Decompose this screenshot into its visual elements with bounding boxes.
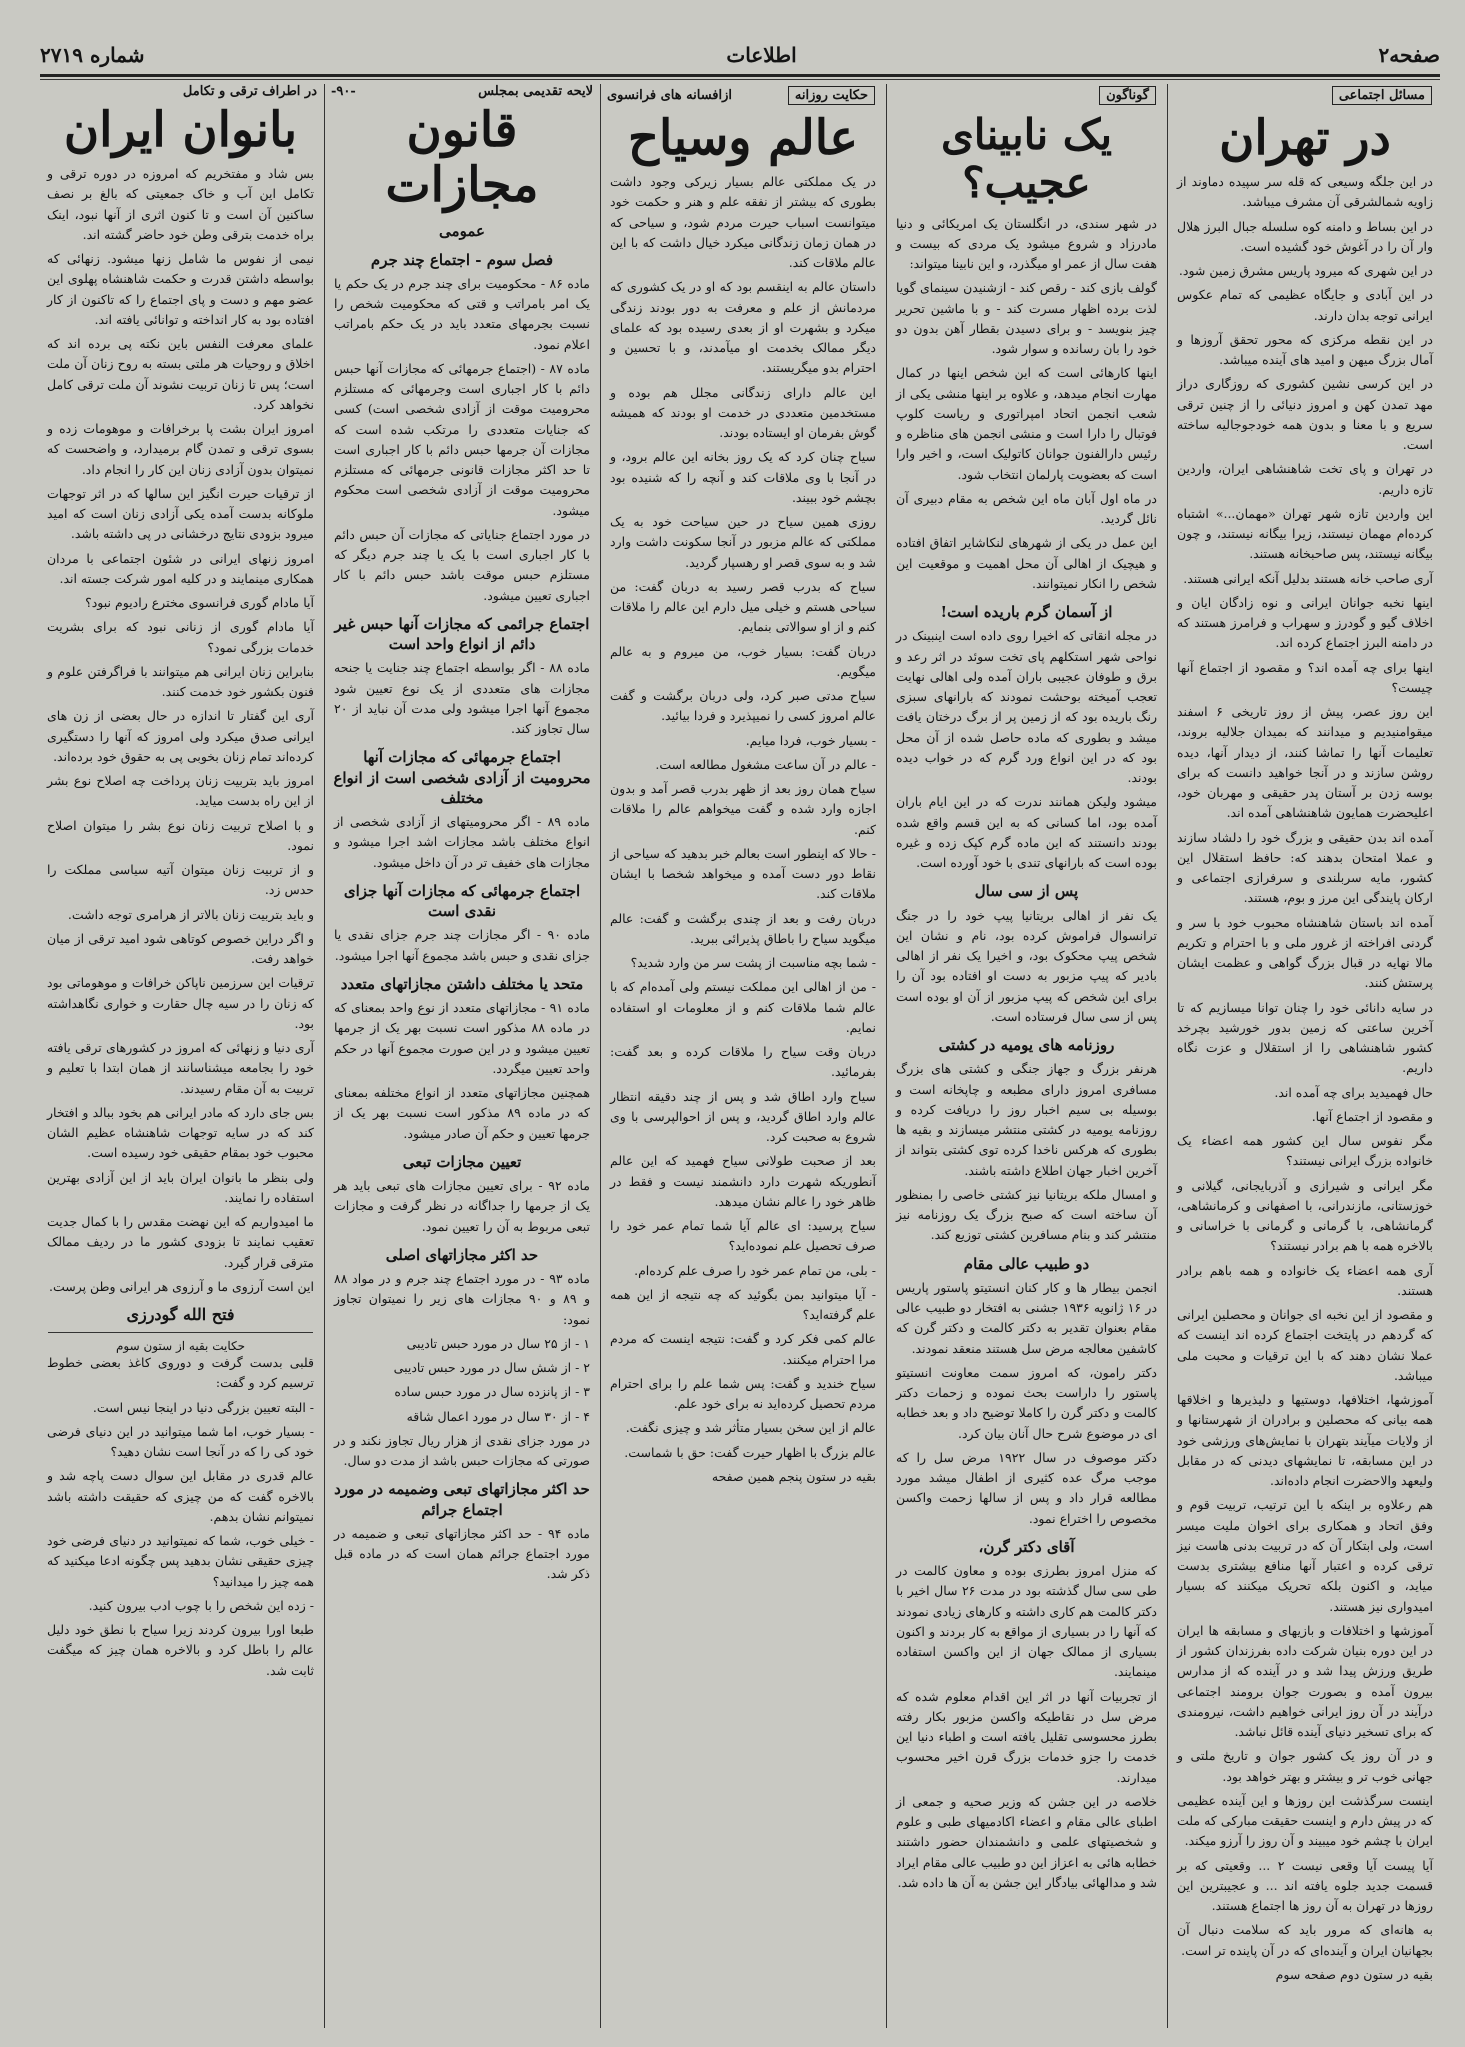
paragraph: دکتر رامون، که امروز سمت معاونت انستیتو پاستور را داراست بحث نموده و زحمات دکتر کالمت و دکتر گرن را کاملا توضیح داد و بعد خطابه ای در موضوع شرح حال آنان بیان کرد. [896,1364,1157,1441]
article-series-number: -۹۰- [331,84,356,99]
paragraph: در این نقطه مرکزی که محور تحقق آروزها و آمال بزرگ میهن و امید های آینده میباشد. [1177,331,1433,368]
section-heading: حد اکثر مجازاتهای تبعی وضمیمه در مورد اجتماع جرائم [334,1480,590,1519]
section-heading: آقای دکتر گرن، [978,1537,1075,1556]
paragraph: ماده ۸۸ - اگر بواسطه اجتماع چند جنایت یا جنحه مجازات های متعددی از یک نوع تعیین شود مجموع آنها اجرا میشود ولی مدت آن نباید از ۲۰ سال تجاوز کند. [334,660,590,737]
paragraph: آمده اند بدن حقیقی و بزرگ خود را دلشاد سازند و عملا امتحان بدهند که: حافظ استقلال این کشور، مایه سربلندی و سرفرازی اجتماعی و ارکان پایندگی این مرز و بوم، هستند. [1177,829,1433,906]
paragraph: اینست سرگذشت این روزها و این آینده عظیمی که در پیش دارم و اینست حقیقت مبارکی که ملت ایران با چشم خود میبیند و آن روز را آرزو میکند. [1177,1792,1433,1849]
paragraph: خلاصه در این جشن که وزیر صحیه و جمعی از اطبای عالی مقام و اعضاء اکادمیهای طبی و علوم و شخصیتهای علمی و دانشمندان حضور داشتند خطابه هائی به اعزاز این دو طبیب عالی مقام ایراد شد و مدالهائی بیادگار این جشن به آن ها داده شد. [896,1793,1157,1890]
article-kicker: گوناگون [1099,86,1156,105]
paragraph: ۳ - از پانزده سال در مورد حبس ساده [394,1384,590,1400]
paragraph: و مقصود از اجتماع آنها. [1311,1108,1433,1124]
paragraph: سیاح وارد اطاق شد و پس از چند دقیقه انتظار عالم وارد اطاق گردید، و پس از احوالپرسی با وی شروع به صحبت کرد. [610,1088,876,1145]
paragraph: آری همه اعضاء یک خانواده و همه باهم برادر هستند. [1177,1262,1433,1298]
paragraph: همچنین مجازاتهای متعدد از انواع مختلفه بمعنای که در ماده ۸۹ مذکور است نسبت بهر یک از جرمها تعیین و حکم آن صادر میشود. [334,1085,590,1141]
paragraph: آیا پیست آیا وقعی نیست ۲ ... وقعیتی که بر قسمت جدید جلوه یافته اند ... و عجیبترین این روزها در تهران به آن روز ها اجتماع هستند. [1177,1857,1433,1914]
paragraph: در ماه اول آبان ماه این شخص به مقام دبیری آن نائل گردید. [896,490,1157,527]
paragraph: - زده این شخص را با چوب ادب بیرون کنید. [88,1597,314,1613]
paragraph: آیا مادام گوری از زنانی نبود که برای بشریت خدمات بزرگی نمود؟ [47,619,314,655]
paragraph: این واردین تازه شهر تهران «مهمان...» اشتباه کرده‌ام مهمان نیستند، زیرا بیگانه نیستند، و چون بیگانه نیستند، پس صاحبخانه هستند. [1177,505,1433,562]
paragraph: آری دنیا و زنهائی که امروز در کشورهای ترقی یافته خود را بجامعه میشناسانند از همان ابتدا با تعلیم و تربیت به آن مقام رسیدند. [47,1040,314,1096]
article-iranian-women [40,84,321,2028]
paragraph: آموزشها و اختلافات و بازیهای و مسابقه ها ایران در این دوره بنیان شرکت داده بفرزندان کشور از طریق ورزش پیدا شد و در آینده که از مدارس بیرون آمده و بصورت جوان برومند اجتماعی درآیند در آن روز ایرانی خواهیم داشت، نیرومندی که برای تسخیر دنیای آینده قائل نباشد. [1177,1622,1433,1740]
article-headline: قانون مجازات [385,102,539,214]
paragraph: و در آن روز یک کشور جوان و تاریخ ملتی و جهانی خوب تر و بیشتر و بهتر خواهد بود. [1177,1748,1433,1784]
paragraph: در شهر سندی، در انگلستان یک امریکائی و دنیا مادرزاد و شروع میشود یک مردی که بیست و هفت سال از عمر او میگذرد، و این نابینا میتواند: [896,215,1157,272]
paragraph: مگر نفوس سال این کشور همه اعضاء یک خانواده بزرگ ایرانی نیستند؟ [1177,1133,1433,1169]
column-rule [886,84,887,2028]
paragraph: روزی همین سیاح در حین سیاحت خود به یک مملکتی که عالم مزبور در آنجا سکونت داشت وارد شد و به سوی قصر او رهسپار گردید. [610,514,876,570]
section-heading: روزنامه های یومیه در کشتی [938,1036,1115,1055]
paragraph: دربان گفت: بسیار خوب، من میروم و به عالم میگویم. [610,643,876,679]
paragraph: از ترقیات حیرت انگیز این سالها که در اثر توجهات ملوکانه بدست آمده یکی آزادی زنان است که امید میرود بزودی نتایج درخشانی در پی داشته باشد. [47,485,314,542]
paragraph: ۴ - از ۳۰ سال در مورد اعمال شاقه [406,1408,590,1424]
paragraph: امروز زنهای ایرانی در شئون اجتماعی با مردان همکاری مینمایند و در کلیه امور شرکت جسته اند. [47,550,314,586]
article-headline: بانوان ایران [63,102,298,158]
section-heading: عمومی [439,222,485,241]
article-kicker: لایحه تقدیمی بمجلس [478,84,593,99]
continuation-label: حکایت بقیه از ستون سوم [115,1339,246,1354]
column-rule [1167,84,1168,2028]
paragraph: در مجله انقاتی که اخیرا روی داده است اینبینک در نواحی شهر استکلهم پای تخت سوئد در اثر رعد و برق و طوفان عجیبی باران آمده ولی اهالی نهایت تعجب آمیخته بوحشت نمودند که بارانهای سبزی رنگ باریده بود که از زمین پر از برگ درختان یافت میشد و بطوری که ماده حاصل شده از آن محل بود که در این انواع ورد گرم که در خواب دیده بودند. [896,628,1157,786]
paragraph: در مورد اجتماع جنایاتی که مجازات آن حبس دائم با کار اجباری است با یک یا چند جرم دیگر که مستلزم حبس موقت باشد حبس دائم با کار اجباری تعیین میشود. [334,526,590,603]
paragraph: حال فهمیدید برای چه آمده اند. [1274,1084,1433,1100]
paragraph: این عالم دارای زندگانی مجلل هم بوده و مستخدمین متعددی در خدمت او بودند که همیشه گوش بفرمان او ایستاده بودند. [610,384,876,441]
paragraph: بنابراین زنان ایرانی هم میتوانند با فراگرفتن علوم و فنون بکشور خود خدمت کنند. [47,663,314,700]
paragraph: دربان وقت سیاح را ملاقات کرده و بعد گفت: بفرمائید. [610,1044,876,1080]
paragraph: بقیه در ستون پنجم همین صفحه [711,1468,876,1484]
article-headline: یک نابینای عجیب؟ [940,110,1113,208]
paragraph: - بسیار خوب، فردا میایم. [745,732,876,748]
paragraph: و مقصود از این نخبه ای جوانان و محصلین ایرانی که گردهم در پایتخت اجتماع کرده اند اینست که عملا نشان دهند که با این ترقیات و محبت ملی میباشد. [1177,1307,1433,1383]
paragraph: هرنفر بزرگ و جهاز جنگی و کشتی های بزرگ مسافری امروز دارای مطبعه و چاپخانه است و بوسیله بی سیم اخبار روز را دریافت کرده و روزنامه یومیه در کشتی منتشر میسازند و بقیه ها بطوری که هرکس ناخدا کرده توی کشتی بتواند از آخرین اخبار جهان اطلاع داشته باشند. [896,1061,1157,1178]
paragraph: بقیه در ستون دوم صفحه سوم [1275,1966,1433,1982]
paragraph: بس جای دارد که مادر ایرانی هم بخود ببالد و افتخار کند که در سایه توجهات شاهنشاه عظیم الشان محبوب خود بمقام حقیقی خود رسیده است. [47,1104,314,1161]
paragraph: که منزل امروز بطرزی بوده و معاون کالمت در طی سی سال گذشته بود در مدت ۲۶ سال اخیر با دکتر کالمت هم کاری داشته و کارهای زیادی نمودند که آنها را در بسیاری از مواقع به کار بردند و اکنون بسیاری از ممالک جهان از این واکسن استفاده مینمایند. [896,1563,1157,1680]
paragraph: و باید بتربیت زنان بالاتر از هرامری توجه داشت. [67,906,314,922]
paragraph: - حالا که اینطور است بعالم خبر بدهید که سیاحی از نقاط دور دست آمده و میخواهد شخصا با ایشان ملاقات کند. [610,845,876,902]
paragraph: ترقیات این سرزمین ناپاکن خرافات و موهوماتی بود که زنان را در سیه چال حقارت و خواری نگاهداشته بود. [47,975,314,1031]
paragraph: اینها برای چه آمده اند؟ و مقصود از اجتماع آنها چیست؟ [1177,659,1433,695]
paragraph: آموزشها، اختلافها، دوستیها و دلیذیرها و اخلاقها همه بیانی که محصلین و برادران از شهرستانها و از ولایات میآیند بتهران با نمایش‌های ورزشی خود در این مسابقه، تا نمایشهای دیدنی که در مقابل ولیعهد والاحضرت انجام داده‌اند. [1177,1392,1433,1489]
paragraph: داستان عالم به اینقسم بود که او در یک کشوری که مردمانش از علم و معرفت به دور بودند زندگی میکرد و بشهرت او از بعدی رسیده بود که علمای دیگر ممالک بخدمت او میآمدند، و با تحسین و احترام بدو میگریستند. [610,279,876,376]
paragraph: سیاح که بدرب قصر رسید به دربان گفت: من سیاحی هستم و خیلی میل دارم این عالم را ملاقات کنم و از او سوالاتی بنمایم. [610,578,876,635]
paragraph: و امسال ملکه بریتانیا نیز کشتی خاصی را بمنظور آن ساخته است که صبح بزرگ یک روزنامه نیز منتشر کند و بنام مسافرین کشتی توزیع کند. [896,1186,1157,1243]
newspaper-page [40,38,1440,2028]
section-heading: پس از سی سال [974,882,1079,901]
column-rule [324,84,325,2028]
paragraph: علمای معرفت النفس باین نکته پی برده اند که اخلاق و روحیات هر ملتی بسته به روح زنان آن ملت است؛ پس تا زنان تربیت نشوند آن ملت ترقی کامل نخواهد کرد. [47,336,314,412]
paragraph: این عمل در یکی از شهرهای لنکاشایر اتفاق افتاده و هیچیک از اهالی آن محل اهمیت و موقعیت این شخص را انکار نمیتوانند. [896,535,1157,591]
paragraph: بس شاد و مفتخریم که امروزه در دوره ترقی و تکامل این آب و خاک جمعیتی که بالغ بر نصف ساکنین آن است و تا کنون اثری از آنها نبود، اینک براه خدمت بترقی وطن خود حاضر گشته اند. [47,166,314,242]
paragraph: بعد از صحبت طولانی سیاح فهمید که این عالم آنطوریکه شهرت دارد دانشمند نیست و فقط در ظاهر خود را عالم نشان میدهد. [610,1153,876,1209]
paragraph: - شما بچه مناسبت از پشت سر من وارد شدید؟ [630,955,876,971]
paragraph: در این شهری که میرود پاریس مشرق زمین شود. [1178,263,1433,279]
page-number: صفحه۲ [1378,43,1440,67]
paragraph: - خیلی خوب، شما که نمیتوانید در دنیای فرضی خود چیزی حقیقی نشان بدهید پس چگونه ادعا میکنید که همه چیز را میدانید؟ [47,1533,314,1589]
masthead [40,38,1440,72]
article-headline: عالم وسیاح [627,110,859,166]
paragraph: طبعا اورا بیرون کردند زیرا سیاح با نطق خود دلیل عالم را باطل کرد و بالاخره همان چیز که میگفت ثابت شد. [47,1622,314,1678]
paragraph: ماده ۹۰ - اگر مجازات چند جرم جزای نقدی یا جزای نقدی و حبس باشد مجموع آنها اجرا میشود. [334,927,591,963]
section-heading: اجتماع جرائمی که مجازات آنها حبس غیر دائم از انواع واحد است [334,614,590,654]
paragraph: هم رعلاوه بر اینکه با این ترتیب، تربیت قوم و وفق اتحاد و همکاری برای اخوان ملیت میسر است، ولی ابتکار آن که در تربیت بدنی هاست نیز ترقی کرده و اعتبار آنها منافع بیشتری بدست میاید، و اکنون بلکه تحریک میکنند که بسیار امیدواری نیز هستند. [1177,1497,1433,1614]
paragraph: و اگر دراین خصوص کوتاهی شود امید ترقی از میان خواهد رفت. [47,930,314,967]
section-heading: اجتماع جرمهائی که مجازات آنها جزای نقدی است [343,881,581,921]
paragraph: ماده ۸۹ - اگر محرومیتهای از آزادی شخصی از انواع مختلف باشد مجازات اشد اجرا میشود و مجازات های خفیف تر در آن داخل میشود. [334,814,591,870]
paragraph: در سایه دانائی خود را چنان توانا میسازیم که تا آخرین ساعتی که زمین بدور خورشید بچرخد کشور شاهنشاهی را از استقلال و عزت نگاه داریم. [1177,999,1433,1076]
article-body [40,164,321,1681]
paragraph: سیاح مدتی صبر کرد، ولی دربان برگشت و گفت عالم امروز کسی را نمیپذیرد و فردا بیائید. [610,688,876,724]
article-kicker: در اطراف ترقی و تکامل [182,84,317,99]
paragraph: از تجربیات آنها در اثر این اقدام معلوم شده که مرض سل در نقاطیکه واکسن مزبور بکار رفته بطرز محسوسی تقلیل یافته است و اطباء دنیا این خدمت را جزو خدمات بزرگ قرن اخیر محسوب میدارند. [896,1688,1157,1785]
paper-name: اطلاعات [726,43,797,67]
paragraph: آری صاحب خانه هستند بدلیل آنکه ایرانی هستند. [1183,570,1433,586]
section-heading: از آسمان گرم باریده است! [940,603,1113,622]
paragraph: ولی بنظر ما بانوان ایران باید از این آزادی بهترین استفاده را نمایند. [47,1169,314,1205]
paragraph: ۲ - از شش سال در مورد حبس تادیبی [393,1360,590,1376]
author-byline: فتح الله گودرزی [126,1305,235,1325]
paragraph: در یک مملکتی عالم بسیار زیرکی وجود داشت بطوری که بیشتر از نفقه علم و هنر و حکمت خود میتوانست اسباب حیرت مردم شود، و سیاحی که در همان زمان زندگانی میکرد خیال داشت که با این عالم ملاقات کند. [610,174,876,271]
paragraph: و از تربیت زنان میتوان آتیه سیاسی مملکت را حدس زد. [47,862,314,898]
paragraph: - عالم در آن ساعت مشغول مطالعه است. [655,756,876,772]
paragraph: در مورد جزای نقدی از هزار ریال تجاوز نکند و در صورتی که مجازات حبس باشد از مدت دو سال. [334,1432,590,1469]
paragraph: دکتر موصوف در سال ۱۹۲۲ مرض سل را که موجب مرگ عده کثیری از اطفال میشد مورد مطالعه قرار داد و پس از سالها زحمت واکسن مخصوص را اختراع نمود. [896,1449,1158,1526]
columns [40,84,1440,2028]
article-series: ازافسانه های فرانسوی [607,88,733,103]
paragraph: در تهران و پای تخت شاهنشاهی ایران، واردین تازه داریم. [1177,461,1433,497]
paragraph: در این جلگه وسیعی که قله سر سپیده دماوند از زاویه شمالشرقی آن مشرف میباشد. [1177,174,1433,210]
paragraph: نیمی از نفوس ما شامل زنها میشود. زنهائی که بواسطه داشتن قدرت و حکمت شاهنشاه پهلوی این عضو مهم و دست و پای اجتماع را که تاکنون از کار افتاده بود به کار انداخته و توانائی یافته اند. [47,251,314,327]
article-scholar-traveler [603,84,883,2028]
article-penal-code [327,84,597,2028]
paragraph: به هانه‌ای که مرور باید که سلامت دنبال آن بجهانیان ایران و آینده‌ای که در آن پاینده تر است. [1177,1922,1433,1958]
paragraph: ماده ۸۷ - (اجتماع جرمهائی که مجازات آنها حبس دائم با کار اجباری است وجرمهائی که مستلزم محرومیت موقت از آزادی شخصی است) کسی که جنایات متعددی را مرتکب شده است که مجازات آن جرمها حبس دائم با کار اجباری است تا حد اکثر مجازات قانونی جرمهائی که مستلزم محرومیت موقت از آزادی شخصی است محکوم میشود. [334,360,590,518]
paragraph: مگر ایرانی و شیرازی و آذربایجانی، گیلانی و خوزستانی، مازندرانی، با اصفهانی و کرمانشاهی، گرمانشاهی، با گرمانی و گرمانی با خراسانی و بالاخره همه با هم برادر نیستند؟ [1177,1177,1433,1254]
article-body [603,172,883,1487]
paragraph: - بسیار خوب، اما شما میتوانید در این دنیای فرضی خود کی را که در آنجا است نشان دهید؟ [47,1423,314,1460]
article-kicker: حکایت روزانه [788,86,875,105]
paragraph: این روز عصر، پیش از روز تاریخی ۶ اسفند میقوامنیدیم و میدانند که بمیدان جلالیه بروند، تعلیمات آنها را تماشا کنند، از دیدار آنها، دیده روشن سازند و در آنجا خواهید دانست که برای بوسه زدن بر آستان پدر حقیقی و مهربان خود، اعلیحضرت همایون شاهنشاهی آمده اند. [1177,704,1433,821]
paragraph: عالم بزرگ با اظهار حیرت گفت: حق با شماست. [624,1444,876,1460]
paragraph: دربان رفت و بعد از چندی برگشت و گفت: عالم میگوید سیاح را باطاق پذیرائی ببرید. [610,910,876,946]
paragraph: ماده ۹۳ - در مورد اجتماع چند جرم و در مواد ۸۸ و ۸۹ و ۹۰ مجازات های زیر را نمیتوان تجاوز نمود: [334,1271,591,1327]
section-heading: متحد یا مختلف داشتن مجازاتهای متعدد [340,974,584,993]
paragraph: اینها نخبه جوانان ایرانی و نوه زادگان ایان و اخلاف گیو و گودرز و سهراب و فرامرز هستند که در دامنه البرز اجتماع کرده اند. [1177,594,1433,651]
paragraph: - آیا میتوانید بمن بگوئید که چه نتیجه از این همه علم گرفته‌اید؟ [610,1286,876,1323]
paragraph: - البته تعیین بزرگی دنیا در اینجا نیس است. [92,1399,314,1415]
paragraph: در این کرسی نشین کشوری که روزگاری دراز مهد تمدن کهن و امروز دنیائی را از چنین ترقی سریع و با معنا و بدون همه خودجوجالیه ساخته است. [1177,376,1433,453]
section-heading: حد اکثر مجازاتهای اصلی [385,1245,539,1264]
paragraph: عالم قدری در مقابل این سوال دست پاچه شد و بالاخره گفت که من چیزی که حقیقت داشته باشد نمیتوانم نشان بدهم. [47,1468,314,1524]
issue-number: شماره ۲۷۱۹ [40,43,145,67]
paragraph: سیاح چنان کرد که یک روز بخانه این عالم برود، و در آنجا با وی ملاقات کند و آنچه را که شنیده بود بچشم خود ببیند. [610,449,876,505]
paragraph: این است آرزوی ما و آرزوی هر ایرانی وطن پرست. [48,1278,314,1294]
paragraph: آیا مادام گوری فرانسوی مخترع رادیوم نبود؟ [85,595,314,611]
section-heading: تعیین مجازات تبعی [402,1152,522,1171]
paragraph: ماده ۹۴ - حد اکثر مجازاتهای تبعی و ضمیمه در مورد اجتماع جرائم همان است که در ماده قبل ذکر شد. [334,1525,591,1582]
paragraph: ماده ۹۱ - مجازاتهای متعدد از نوع واحد بمعنای که در ماده ۸۸ مذکور است نسبت بهر یک از جرمها تعیین میشود و در این صورت مجموع آنها در حکم واحد تعیین میگردد. [334,1000,590,1076]
paragraph: امروز ایران بشت پا برخرافات و موهومات زده و بسوی ترقی و تمدن گام برمیدارد، و واضحست که نمیتوان بدون آزادی زنان این کار را انجام داد. [47,421,314,477]
paragraph: - بلی، من تمام عمر خود را صرف علم کرده‌ام. [634,1262,876,1278]
section-divider [48,1332,313,1333]
paragraph: در این بساط و دامنه کوه سلسله جبال البرز هلال وار آن را در آغوش خود گشیده است. [1177,218,1433,254]
article-in-tehran [1170,84,1440,2028]
section-heading: اجتماع جرمهائی که مجازات آنها محرومیت از آزادی شخصی است از انواع مختلف [333,748,591,807]
paragraph: در این آبادی و جایگاه عظیمی که تمام عکوس ایرانی توجه بدان دارند. [1177,287,1433,323]
article-body [889,214,1164,1894]
paragraph: ما امیدواریم که این نهضت مقدس را با کمال جدیت تعقیب نمایند تا بزودی کشور ما در ردیف ممالک مترقی قرار گیرد. [47,1214,314,1270]
paragraph: ماده ۹۲ - برای تعیین مجازات های تبعی باید هر یک از جرمها را جداگانه در نظر گرفت و مجازات تبعی مربوط به آن را تعیین نمود. [334,1178,591,1234]
article-kicker: مسائل اجتماعی [1332,86,1432,105]
article-blind-man [889,84,1164,2028]
paragraph: ۱ - از ۲۵ سال در مورد حبس تادیبی [406,1335,590,1351]
article-headline: در تهران [1219,110,1391,166]
paragraph: میشود ولیکن همانند ندرت که در این ایام باران آمده بود، اما کسانی که به این قسم واقع شده بودند دانستند که این ماده گرم کپک زده و غیره بوده است که بارانهای تندی با خود آورده است. [896,794,1157,871]
paragraph: - من از اهالی این مملکت نیستم ولی آمده‌ام که با عالم شما ملاقات کنم و از معلومات او استفاده نمایم. [610,979,876,1035]
masthead-rule-thin [40,79,1440,80]
paragraph: سیاح پرسید: ای عالم آیا شما تمام عمر خود را صرف تحصیل علم نموده‌اید؟ [610,1218,876,1254]
paragraph: آمده اند باستان شاهنشاه محبوب خود با سر و گردنی افراخته از غرور ملی و با احترام و تکریم مالا نهایه در قبال بزرگ گواهی و عظمت ایشان پرستش کنند. [1177,914,1433,991]
paragraph: سیاح همان روز بعد از ظهر بدرب قصر آمد و بدون اجازه وارد شده و گفت میخواهم عالم را ملاقات کنم. [610,781,876,837]
paragraph: امروز باید بتربیت زنان پرداخت چه اصلاح نوع بشر از این راه بدست میاید. [47,773,314,809]
paragraph: قلبی بدست گرفت و دوروی کاغذ بعضی خطوط ترسیم کرد و گفت: [47,1355,314,1391]
paragraph: اینها کارهائی است که این شخص اینها در کمال مهارت انجام میدهد، و علاوه بر اینها منشی یکی از شعب انجمن اتحاد امپراتوری و ریاست کلوپ فوتبال را دارا است و منشی انجمن های مناظره و رئیس دارالفنون جوانان کاتولیک است، و اخیر وارا است که بعضویت پارلمان انتخاب شود. [896,365,1157,482]
paragraph: یک نفر از اهالی بریتانیا پیپ خود را در جنگ ترانسوال فراموش کرده بود، نام و نشان این شخص پیپ محکوک بود، و اخیرا یک نفر از اهالی بادیر که پیپ مزبور به دست او افتاده بود آن را برای این شخص که پیپ مزبور از آن او بوده است پس از سی سال فرستاده است. [896,907,1157,1024]
paragraph: گولف بازی کند - رقص کند - ازشنیدن سینمای گویا لذت برده اظهار مسرت کند - و با ماشین تحریر چیز بنویسد - و برای دسیدن بقطار آهن بدون دو خود را بان رسانده و سوار شود. [896,280,1157,357]
paragraph: ماده ۸۶ - محکومیت برای چند جرم در یک حکم یا یک امر بامراتب و قتی که محکومیت شخص را نسبت بجرمهای متعدد باید در یک حکم بامراتب اعلام نمود. [334,275,591,352]
paragraph: آری این گفتار تا اندازه در حال بعضی از زن های ایرانی صدق میکرد ولی امروز که آنها را دستگیری کرده‌اند تمام زنان بخوبی پی به حقوق خود برده‌اند. [47,708,314,764]
paragraph: سیاح خندید و گفت: پس شما علم را برای احترام مردم تحصیل کرده‌اید نه برای خود علم. [610,1375,876,1412]
paragraph: عالم از این سخن بسیار متأثر شد و چیزی نگفت. [625,1420,876,1436]
paragraph: انجمن بیطار ها و کار کنان انستیتو پاستور پاریس در ۱۶ ژانویه ۱۹۳۶ جشنی به افتخار دو طبیب عالی مقام بعنوان تقدیر به دکتر کالمت و دکتر گرن که کاشفین معالجه مرض سل هستند منعقد نمودند. [896,1279,1158,1356]
paragraph: و با اصلاح تربیت زنان نوع بشر را میتوان اصلاح نمود. [47,817,314,853]
masthead-rule [40,74,1440,77]
paragraph: عالم کمی فکر کرد و گفت: نتیجه اینست که مردم مرا احترام میکنند. [610,1331,876,1367]
section-heading: فصل سوم - اجتماع چند جرم [370,250,554,269]
column-rule [600,84,601,2028]
section-heading: دو طبیب عالی مقام [963,1254,1090,1273]
article-body [1170,172,1440,1985]
article-body [327,221,597,1584]
